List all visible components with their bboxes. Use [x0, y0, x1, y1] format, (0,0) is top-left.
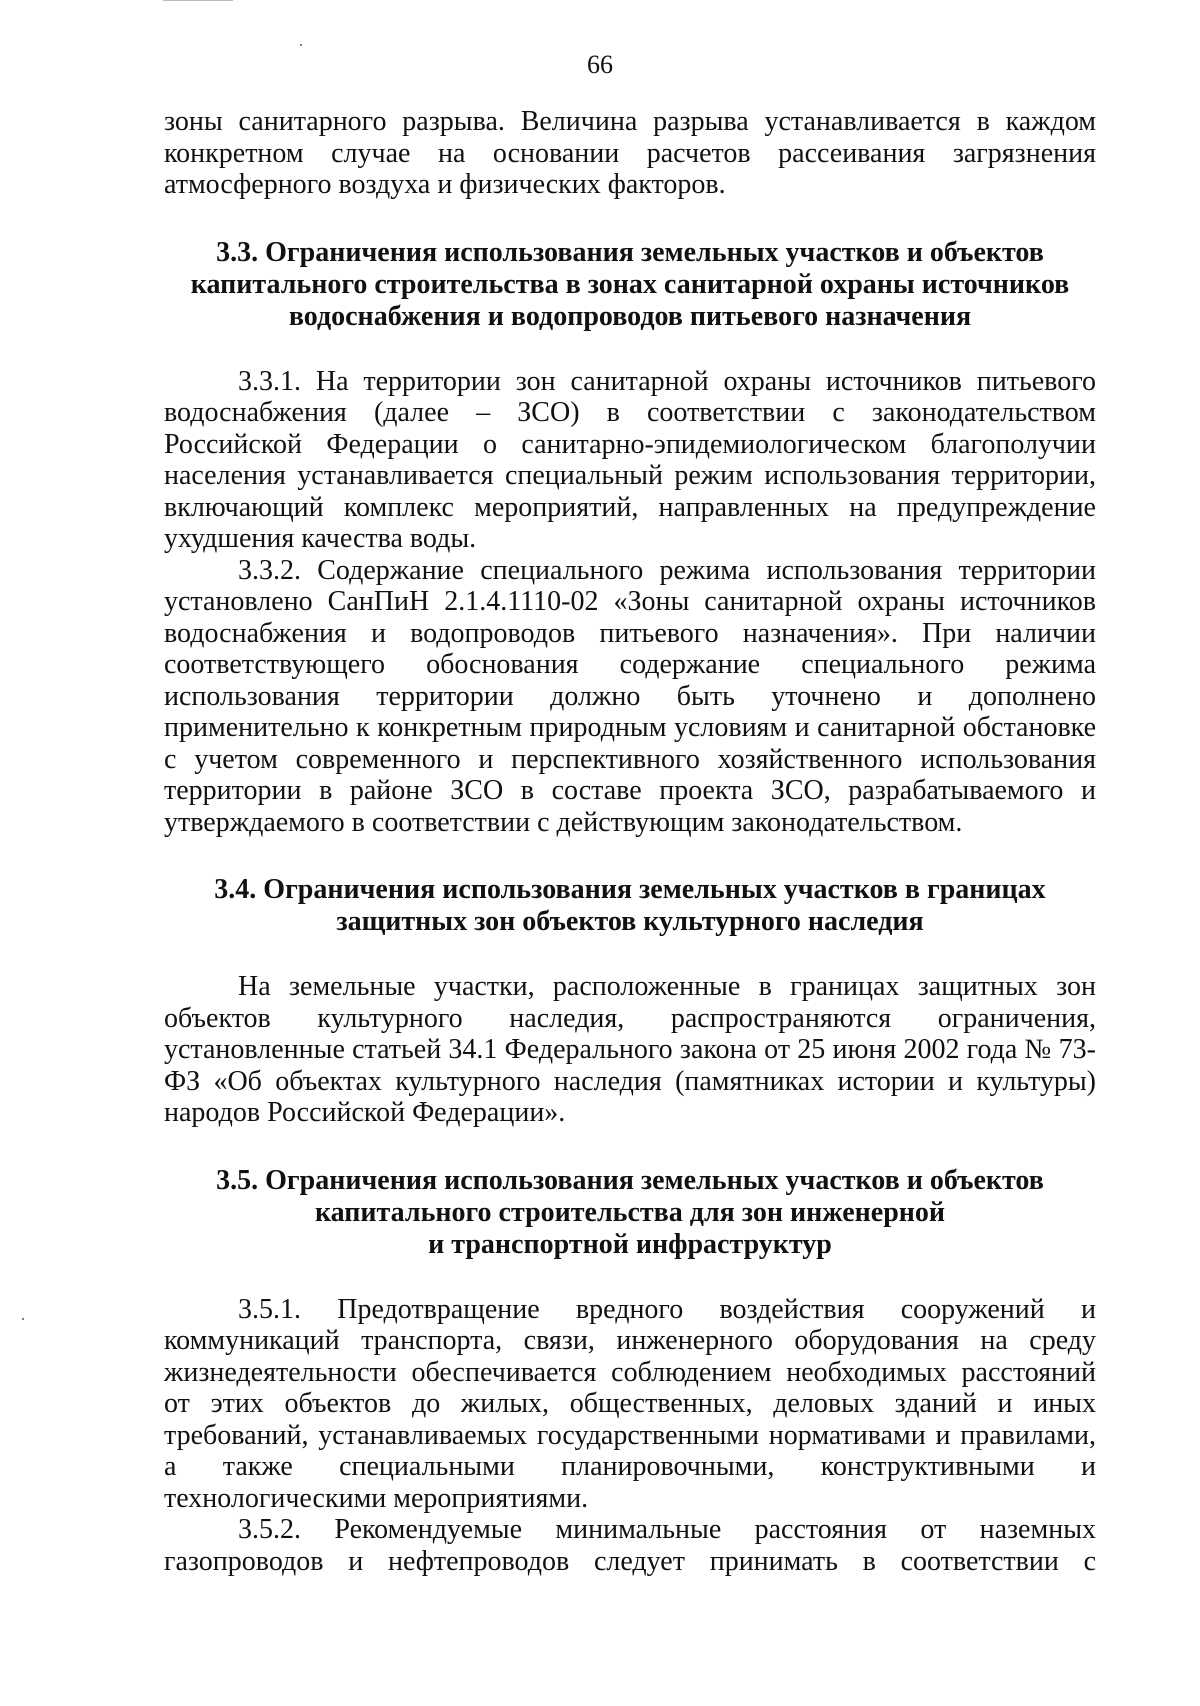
heading-line: 3.5. Ограничения использования земельных участков и объектов — [216, 1164, 1044, 1196]
section-3-5-heading — [164, 1165, 1096, 1261]
page-number: 66 — [587, 50, 613, 79]
heading-line: 3.3. Ограничения использования земельных участков и объектов — [216, 236, 1044, 268]
paragraph-3-5-2: 3.5.2. Рекомендуемые минимальные расстояния от наземных газопроводов и нефтепроводов следует принимать в соответствии с — [164, 1514, 1096, 1577]
intro-paragraph: зоны санитарного разрыва. Величина разрыва устанавливается в каждом конкретном случае на основании расчетов рассеивания загрязнения атмосферного воздуха и физических факторов. — [164, 106, 1096, 200]
heading-line: и транспортной инфраструктур — [428, 1228, 832, 1260]
scan-speck — [163, 0, 233, 1]
heading-line: капитального строительства для зон инженерной — [314, 1196, 946, 1228]
paragraph-3-3-1: 3.3.1. На территории зон санитарной охраны источников питьевого водоснабжения (далее – ЗСО) в соответствии с законодательством Российской Федерации о санитарно-эпидемиологическом благополучии населения устанавливается специальный режим использования территории, включающий комплекс мероприятий, направленных на предупреждение ухудшения качества воды. — [164, 365, 1096, 554]
scan-speck — [22, 1318, 24, 1320]
document-body — [164, 106, 1096, 1577]
section-3-3-heading — [164, 237, 1096, 333]
heading-line: защитных зон объектов культурного наследия — [336, 906, 924, 937]
scan-speck — [300, 44, 302, 46]
heading-line: капитального строительства в зонах санитарной охраны источников — [190, 268, 1070, 300]
heading-line: водоснабжения и водопроводов питьевого назначения — [288, 300, 972, 332]
paragraph-3-5-1: 3.5.1. Предотвращение вредного воздействия сооружений и коммуникаций транспорта, связи, инженерного оборудования на среду жизнедеятельности обеспечивается соблюдением необходимых расстояний от этих объектов до жилых, общественных, деловых зданий и иных требований, устанавливаемых государственными нормативами и правилами, а также специальными планировочными, конструктивными и технологическими мероприятиями. — [164, 1293, 1096, 1514]
heading-line: 3.4. Ограничения использования земельных участков в границах — [214, 874, 1046, 905]
section-3-4-heading — [164, 874, 1096, 938]
paragraph-3-4: На земельные участки, расположенные в границах защитных зон объектов культурного наследия, распространяются ограничения, установленные статьей 34.1 Федерального закона от 25 июня 2002 года № 73-ФЗ «Об объектах культурного наследия (памятниках истории и культуры) народов Российской Федерации». — [164, 971, 1096, 1128]
paragraph-3-3-2: 3.3.2. Содержание специального режима использования территории установлено СанПиН 2.1.4.1110-02 «Зоны санитарной охраны источников водоснабжения и водопроводов питьевого назначения». При наличии соответствующего обоснования содержание специального режима использования территории должно быть уточнено и дополнено применительно к конкретным природным условиям и санитарной обстановке с учетом современного и перспективного хозяйственного использования территории в районе ЗСО в составе проекта ЗСО, разрабатываемого и утверждаемого в соответствии с действующим законодательством. — [164, 554, 1096, 838]
